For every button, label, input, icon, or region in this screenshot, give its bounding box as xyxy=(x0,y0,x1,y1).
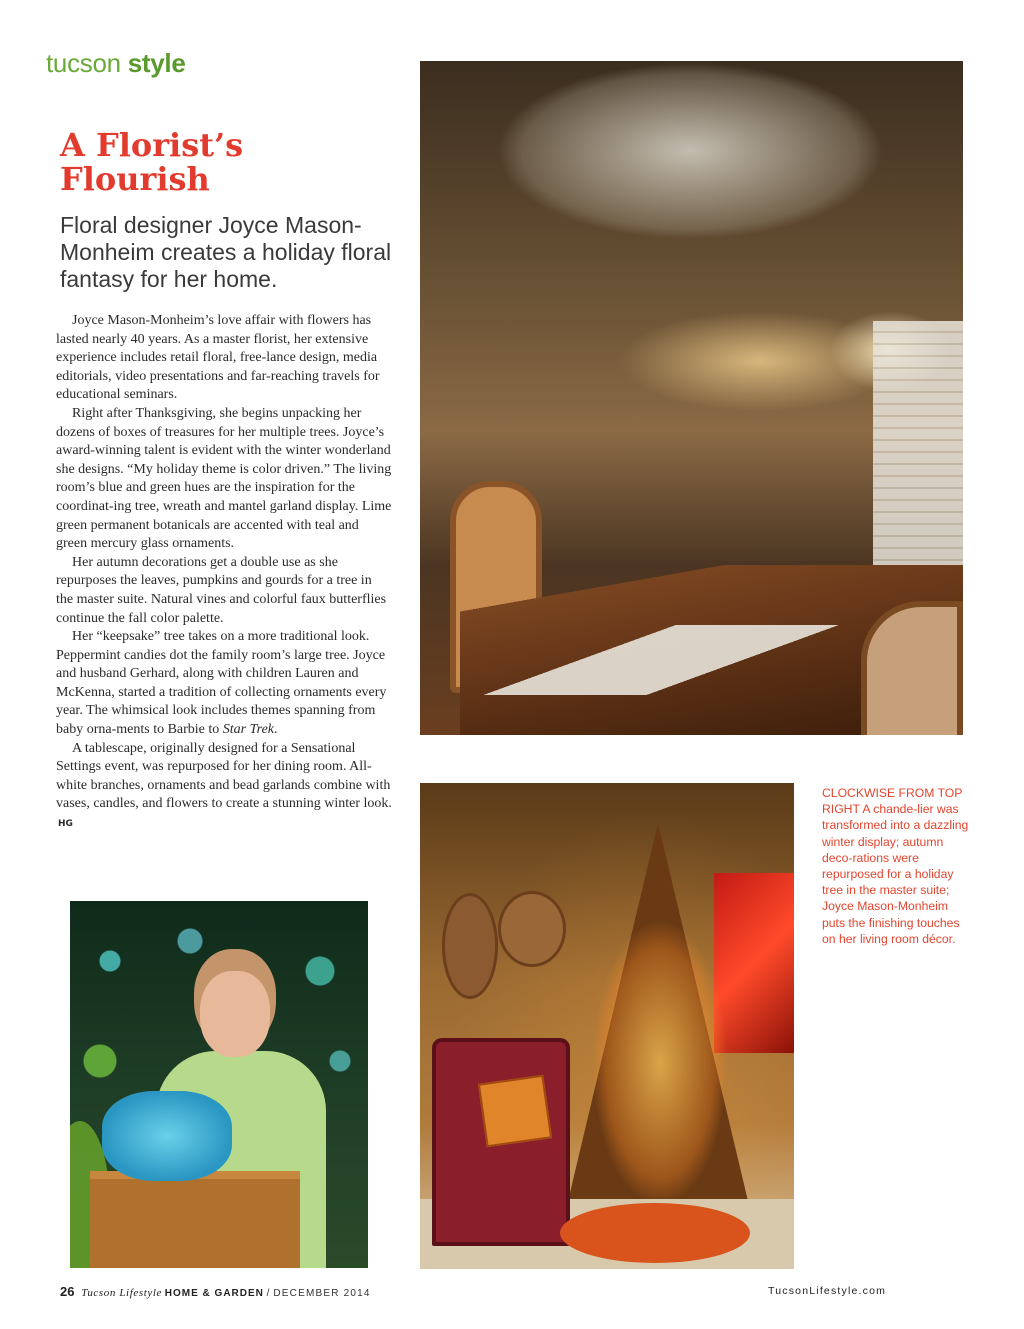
article-title xyxy=(60,128,390,196)
wall-plate xyxy=(442,893,498,999)
magazine-name: Tucson Lifestyle xyxy=(81,1287,163,1299)
dining-chair xyxy=(861,601,963,735)
autumn-tree-photo xyxy=(420,783,794,1269)
issue-date: DECEMBER 2014 xyxy=(273,1288,371,1299)
chandelier-photo xyxy=(420,61,963,735)
magazine-section: HOME & GARDEN xyxy=(164,1288,264,1299)
photo-caption: CLOCKWISE FROM TOP RIGHT A chande-lier was transformed into a dazzling winter display; autumn deco-rations were repurposed for a holiday tree in the master suite; Joyce Mason-Monheim puts the finishing touches on her living room décor. xyxy=(822,786,969,946)
p5-text: A tablescape, originally designed for a Sensational Settings event, was repurposed for her dining room. All-white branches, ornaments and bead garlands combine with vases, candles, and flowers to create a stunning winter look. xyxy=(56,740,392,812)
body-paragraph xyxy=(56,740,392,834)
body-paragraph xyxy=(56,628,392,740)
page-number: 26 xyxy=(60,1284,75,1299)
article-deck: Floral designer Joyce Mason-Monheim creates a holiday floral fantasy for her home. xyxy=(60,212,392,292)
portrait-photo xyxy=(70,901,368,1268)
footer-url: TucsonLifestyle.com xyxy=(768,1285,887,1297)
throw-pillow xyxy=(478,1075,552,1148)
tree-skirt xyxy=(560,1203,750,1263)
title-line-1: A Florist’s xyxy=(60,126,244,164)
signoff-mark: HG xyxy=(58,819,73,830)
section-label-bold: style xyxy=(127,48,186,78)
folio-separator: / xyxy=(266,1288,271,1299)
title-line-2: Flourish xyxy=(60,160,210,198)
body-paragraph: Her autumn decorations get a double use as she repurposes the leaves, pumpkins and gourds for a tree in the master suite. Natural vines and colorful faux butterflies continue the fall color palette. xyxy=(56,554,387,626)
tree-lights xyxy=(560,863,760,1243)
body-paragraph: Right after Thanksgiving, she begins unpacking her dozens of boxes of treasures for her multiple trees. Joyce’s award-winning talent is evident with the winter wonderland she designs. “My holiday theme is color driven.” The living room’s blue and green hues are the inspiration for the coordinat-ing tree, wreath and mantel garland display. Lime green permanent botanicals are accented with teal and green mercury glass ornaments. xyxy=(56,405,392,552)
branch-chandelier xyxy=(450,61,930,321)
gift-box xyxy=(90,1171,300,1268)
section-label-light: tucson xyxy=(46,48,121,78)
body-paragraph: Joyce Mason-Monheim’s love affair with flowers has lasted nearly 40 years. As a master florist, her extensive experience includes retail floral, free-lance design, media editorials, video presentations and far-reaching travels for educational seminars. xyxy=(56,313,380,403)
wall-plate xyxy=(498,891,566,967)
woman-head xyxy=(200,971,270,1057)
article-body xyxy=(56,312,392,834)
section-label xyxy=(46,48,186,79)
ribbon-bow xyxy=(102,1091,232,1181)
footer-folio xyxy=(60,1284,371,1299)
p4-italic: Star Trek xyxy=(222,722,275,738)
p4-text: Her “keepsake” tree takes on a more traditional look. Peppermint candies dot the family room’s large tree. Joyce and husband Gerhard, along with children Lauren and McKenna, started a tradition of collecting ornaments every year. The whimsical look includes themes spanning from baby orna-ments to Barbie to xyxy=(56,629,387,738)
p4-end: . xyxy=(274,722,278,738)
